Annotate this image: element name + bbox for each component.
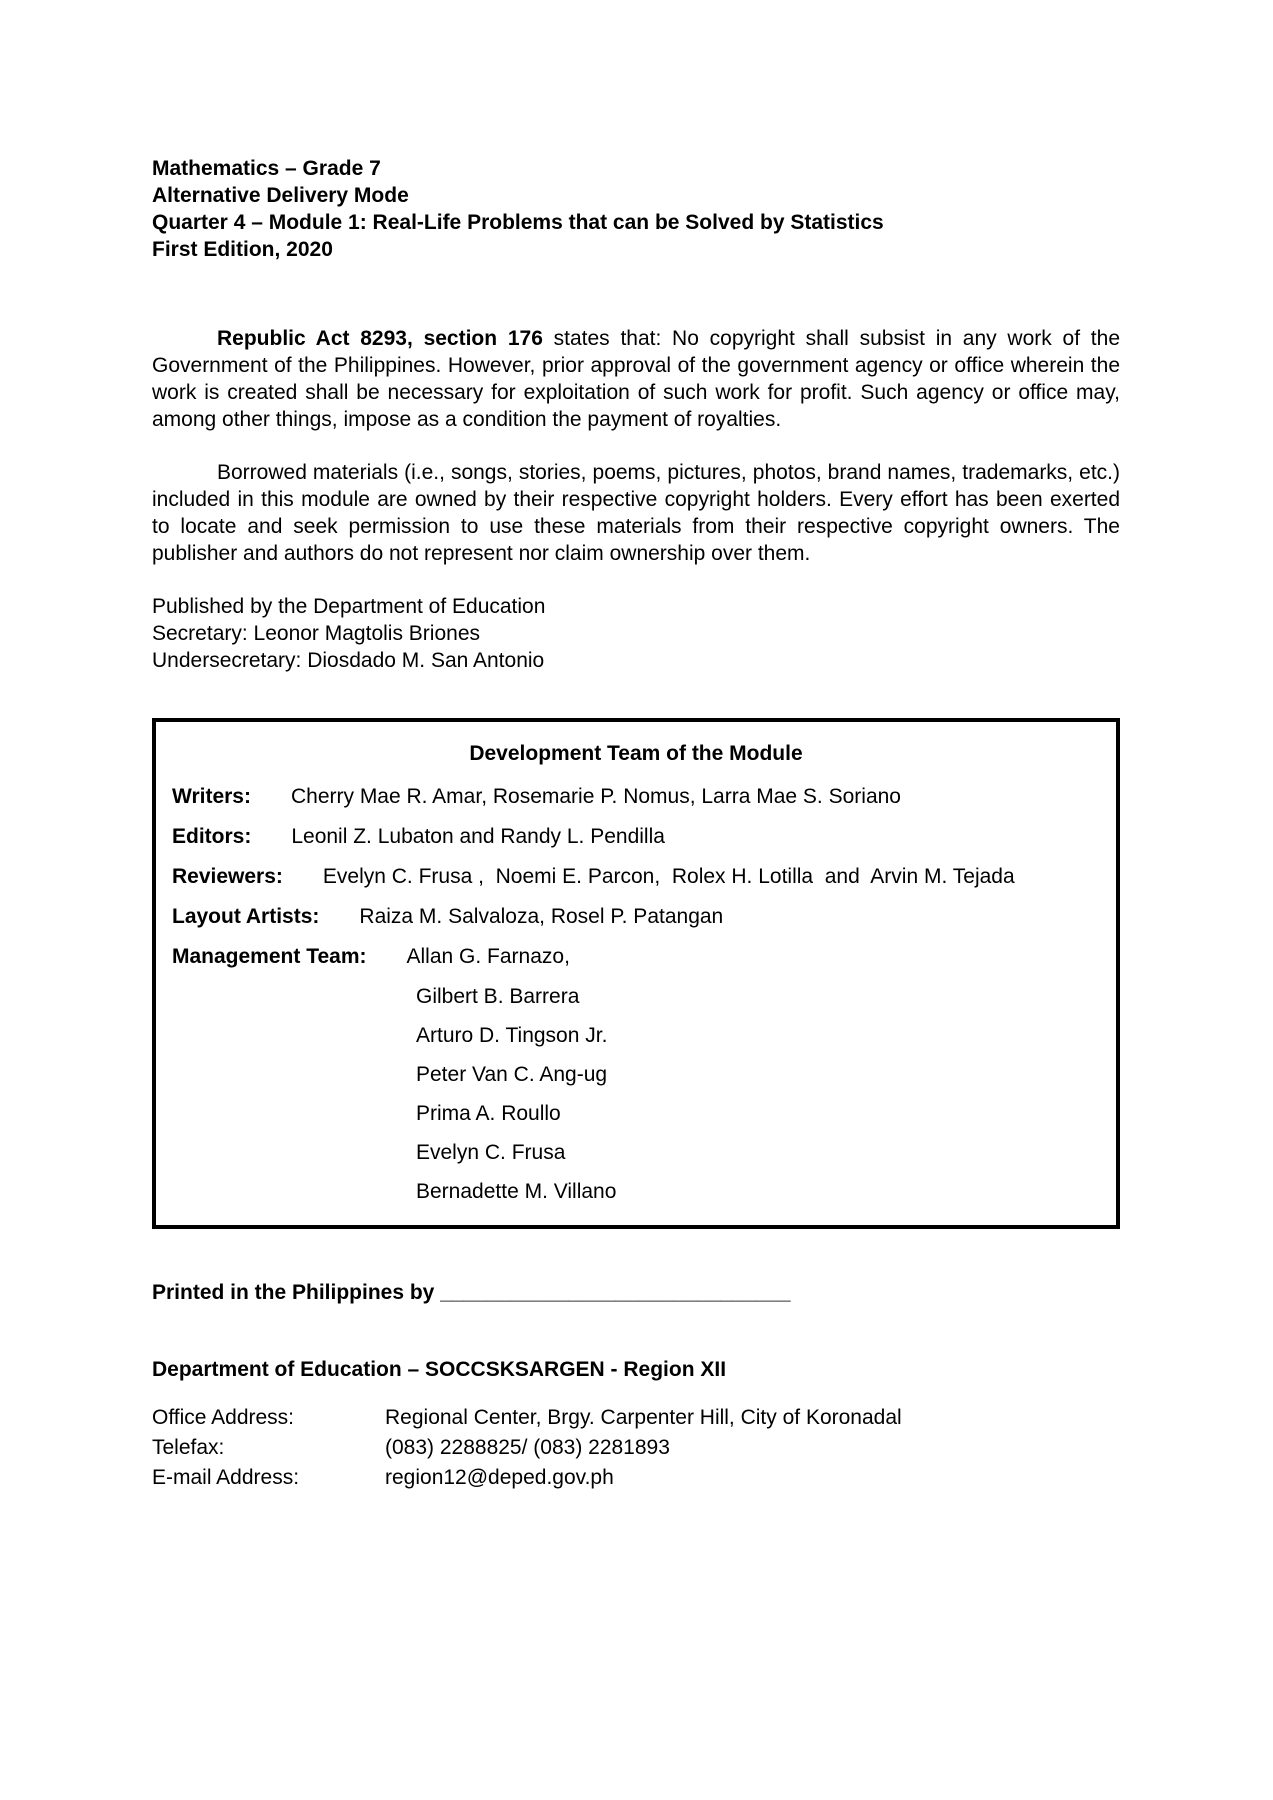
layout-artists-row <box>172 903 1100 930</box>
reviewers-label: Reviewers: <box>172 865 283 888</box>
management-member: Bernadette M. Villano <box>416 1180 617 1203</box>
header-line-edition: First Edition, 2020 <box>152 238 333 261</box>
management-team-label: Management Team: <box>172 945 367 968</box>
editors-row <box>172 823 1100 850</box>
management-member: Gilbert B. Barrera <box>416 985 580 1008</box>
telefax-value: (083) 2288825/ (083) 2281893 <box>385 1436 670 1459</box>
management-member: Evelyn C. Frusa <box>416 1141 566 1164</box>
email-address-label: E-mail Address: <box>152 1466 300 1489</box>
department-region-line: Department of Education – SOCCSKSARGEN - Region XII <box>152 1358 727 1381</box>
management-team-lead-member: Allan G. Farnazo, <box>406 945 570 968</box>
email-address-row <box>152 1463 1120 1493</box>
writers-row <box>172 783 1100 810</box>
reviewers-value: Evelyn C. Frusa , Noemi E. Parcon, Rolex H. Lotilla and Arvin M. Tejada <box>322 865 1015 888</box>
printed-in-line <box>152 1279 1120 1306</box>
telefax-row <box>152 1433 1120 1463</box>
development-team-box <box>152 718 1120 1229</box>
secretary-line: Secretary: Leonor Magtolis Briones <box>152 622 480 645</box>
dev-team-title: Development Team of the Module <box>469 742 803 765</box>
management-team-row <box>172 943 1100 970</box>
publisher-block <box>152 593 1120 674</box>
office-address-row <box>152 1403 1120 1433</box>
reviewers-row <box>172 863 1100 890</box>
copyright-paragraph <box>152 325 1120 433</box>
management-member: Arturo D. Tingson Jr. <box>416 1024 608 1047</box>
telefax-label: Telefax: <box>152 1436 225 1459</box>
module-header <box>152 155 1120 263</box>
copyright-paragraph-body: states that: No copyright shall subsist in any work of the Government of the Philippines. However, prior approval of the government agency or office wherein the work is created shall be necessary for exploitation of such work for profit. Such agency or office may, among other things, impose as a condition the payment of royalties. <box>152 327 1120 431</box>
layout-artists-label: Layout Artists: <box>172 905 320 928</box>
republic-act-lead: Republic Act 8293, section 176 <box>217 327 543 350</box>
writers-value: Cherry Mae R. Amar, Rosemarie P. Nomus, Larra Mae S. Soriano <box>290 785 901 808</box>
header-line-subject: Mathematics – Grade 7 <box>152 157 381 180</box>
layout-artists-value: Raiza M. Salvaloza, Rosel P. Patangan <box>359 905 724 928</box>
borrowed-materials-paragraph: Borrowed materials (i.e., songs, stories, poems, pictures, photos, brand names, trademarks, etc.) included in this module are owned by their respective copyright holders. Every effort has been exerted to locate and seek permission to use these materials from their respective copyright owners. The publisher and authors do not represent nor claim ownership over them. <box>152 461 1120 565</box>
writers-label: Writers: <box>172 785 251 808</box>
header-line-module-title: Quarter 4 – Module 1: Real-Life Problems that can be Solved by Statistics <box>152 211 884 234</box>
management-members-list <box>416 983 1100 1205</box>
email-address-value: region12@deped.gov.ph <box>385 1466 614 1489</box>
published-by-line: Published by the Department of Education <box>152 595 546 618</box>
undersecretary-line: Undersecretary: Diosdado M. San Antonio <box>152 649 545 672</box>
office-address-label: Office Address: <box>152 1406 295 1429</box>
editors-label: Editors: <box>172 825 252 848</box>
printed-in-blank: ______________________________ <box>440 1281 791 1304</box>
management-member: Peter Van C. Ang-ug <box>416 1063 608 1086</box>
office-address-value: Regional Center, Brgy. Carpenter Hill, City of Koronadal <box>385 1406 902 1429</box>
printed-in-label: Printed in the Philippines by <box>152 1281 441 1304</box>
management-member: Prima A. Roullo <box>416 1102 561 1125</box>
contact-block <box>152 1403 1120 1493</box>
editors-value: Leonil Z. Lubaton and Randy L. Pendilla <box>291 825 665 848</box>
header-line-mode: Alternative Delivery Mode <box>152 184 409 207</box>
